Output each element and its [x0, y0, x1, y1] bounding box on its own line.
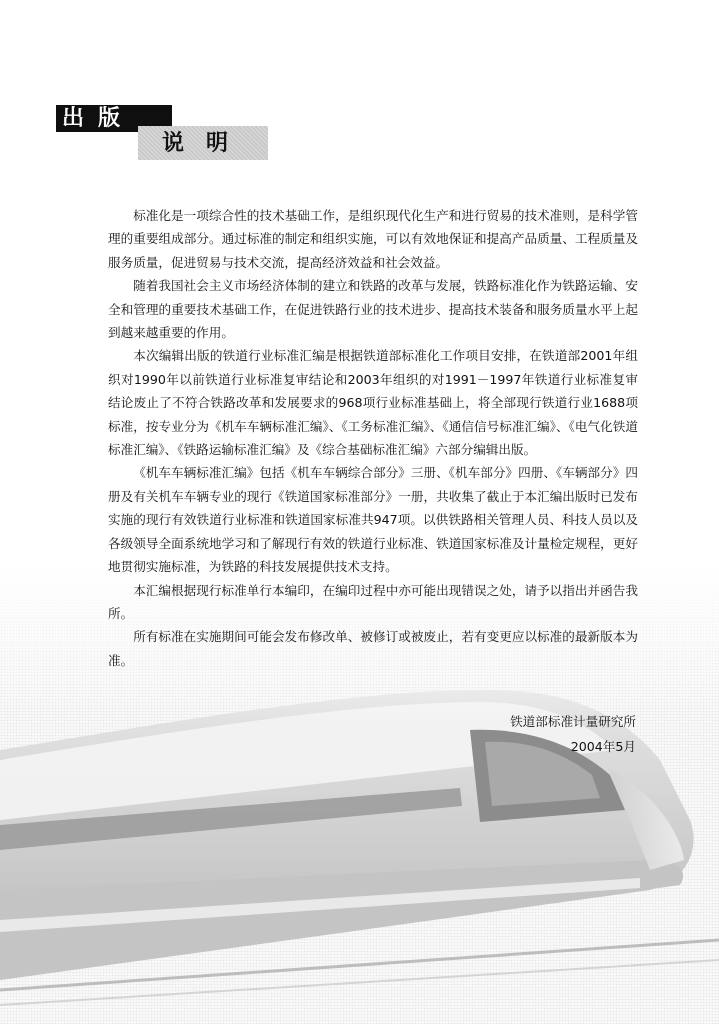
title-label-1: 出版 [56, 105, 172, 132]
paragraph-4: 《机车车辆标准汇编》包括《机车车辆综合部分》三册、《机车部分》四册、《车辆部分》四册及有关机车车辆专业的现行《铁道国家标准部分》一册，共收集了截止于本汇编出版时已发布实施的现行有效铁道行业标准和铁道国家标准共947项。以供铁路相关管理人员、科技人员以及各级领导全面系统地学习和了解现行有效的铁道行业标准、铁道国家标准及计量检定规程，更好地贯彻实施标准，为铁路的科技发展提供技术支持。 [108, 465, 638, 575]
paragraph-2: 随着我国社会主义市场经济体制的建立和铁路的改革与发展，铁路标准化作为铁路运输、安全和管理的重要技术基础工作，在促进铁路行业的技术进步、提高技术装备和服务质量水平上起到越来越重要的作用。 [108, 278, 638, 341]
body-text [108, 204, 638, 672]
signature-block [510, 709, 636, 759]
paragraph-3: 本次编辑出版的铁道行业标准汇编是根据铁道部标准化工作项目安排，在铁道部2001年组织对1990年以前铁道行业标准复审结论和2003年组织的对1991－1997年铁道行业标准复审结论废止了不符合铁路改革和发展要求的968项行业标准基础上，将全部现行铁道行业1688项标准，按专业分为《机车车辆标准汇编》、《工务标准汇编》、《通信信号标准汇编》、《电气化铁道标准汇编》、《铁路运输标准汇编》及《综合基础标准汇编》六部分编辑出版。 [108, 348, 638, 458]
paragraph-5: 本汇编根据现行标准单行本编印，在编印过程中亦可能出现错误之处，请予以指出并函告我所。 [108, 582, 638, 621]
signature-organization: 铁道部标准计量研究所 [510, 714, 636, 729]
paragraph-1: 标准化是一项综合性的技术基础工作，是组织现代化生产和进行贸易的技术准则，是科学管理的重要组成部分。通过标准的制定和组织实施，可以有效地保证和提高产品质量、工程质量及服务质量，促进贸易与技术交流，提高经济效益和社会效益。 [108, 208, 638, 270]
paragraph-6: 所有标准在实施期间可能会发布修改单、被修订或被废止，若有变更应以标准的最新版本为准。 [108, 629, 638, 668]
signature-date: 2004年5月 [570, 739, 636, 754]
title-label-2: 说明 [138, 126, 268, 160]
